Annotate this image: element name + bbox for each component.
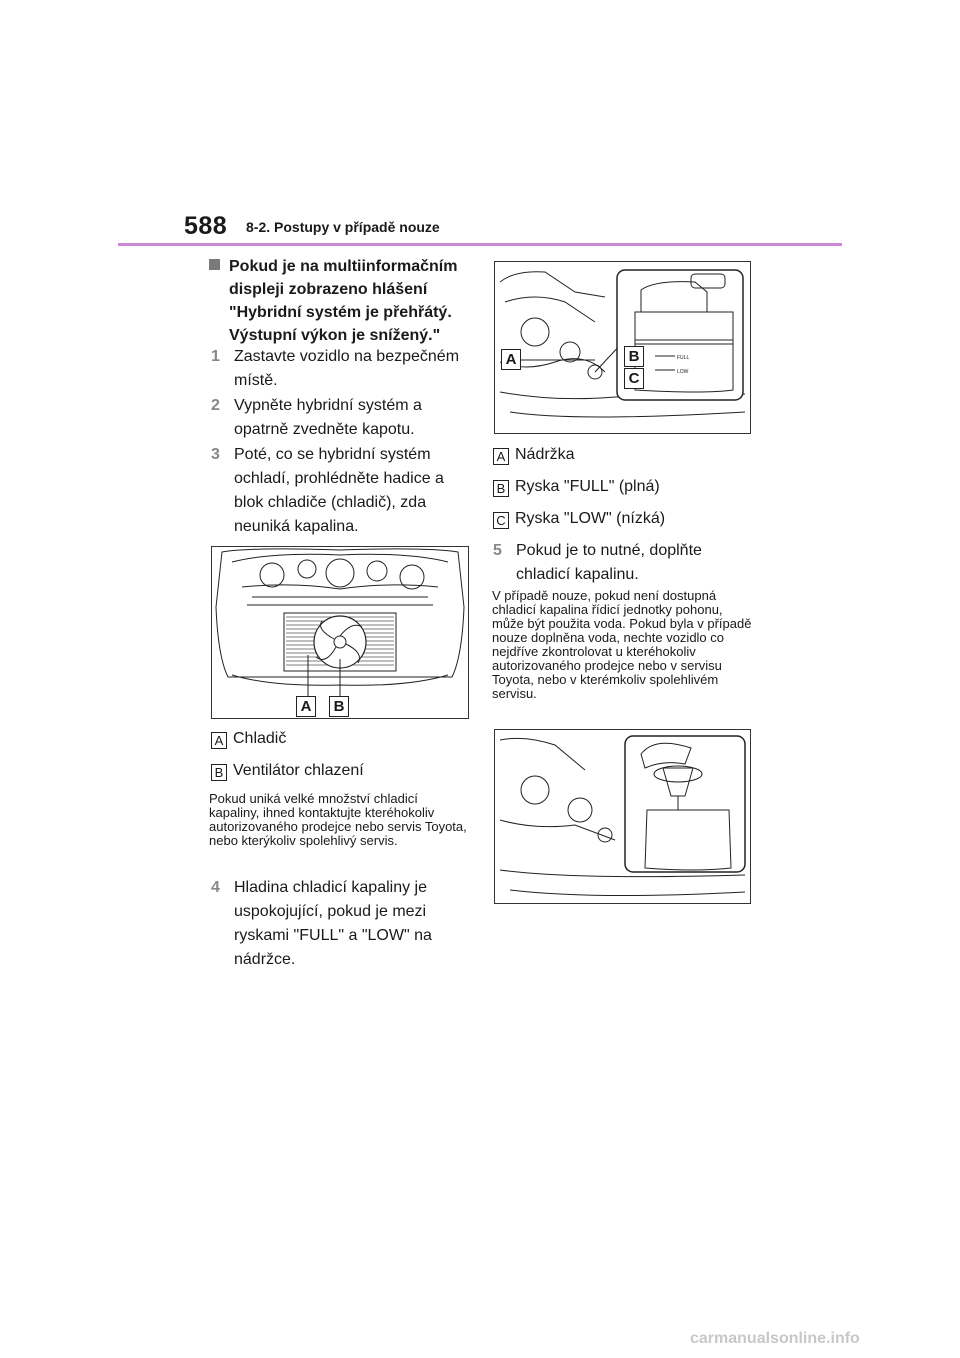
step-text: Pokud je to nutné, doplňte chladicí kapalinu.: [516, 542, 702, 583]
step-number: 2: [211, 397, 220, 414]
callout-a: A: [296, 696, 316, 717]
full-mark: FULL: [677, 355, 690, 361]
section-title: 8-2. Postupy v případě nouze: [246, 219, 440, 235]
step-number: 4: [211, 879, 220, 896]
water-note: V případě nouze, pokud není dostupná chladicí kapalina řídicí jednotky pohonu, může být použita voda. Pokud byla v případě nouze doplněna voda, nechte vozidlo co nejdříve zkontrolovat u kteréhokoliv autorizovaného prodejce nebo v servisu Toyota, nebo v kterémkoliv spolehlivém servisu.: [492, 588, 752, 701]
legend-text: Ryska "FULL" (plná): [515, 478, 660, 495]
reservoir-illustration: [494, 261, 751, 434]
legend-item-b: [211, 760, 364, 782]
legend-text: Ventilátor chlazení: [233, 762, 364, 779]
legend-key: C: [493, 512, 509, 529]
legend-key: A: [211, 732, 227, 749]
step-number: 1: [211, 348, 220, 365]
callout-b: B: [624, 346, 644, 367]
radiator-illustration: [211, 546, 469, 719]
section-heading: [209, 255, 479, 347]
watermark: carmanualsonline.info: [690, 1330, 860, 1347]
legend-item-a: [493, 444, 575, 466]
legend-text: Ryska "LOW" (nízká): [515, 510, 666, 527]
step-text: Zastavte vozidlo na bezpečném místě.: [234, 348, 460, 389]
coolant-reservoir-icon: [495, 262, 750, 433]
coolant-refill-icon: [495, 730, 750, 903]
step-5: [493, 539, 755, 587]
step-3: [211, 443, 471, 539]
step-text: Vypněte hybridní systém a opatrně zvedněte kapotu.: [234, 397, 422, 438]
refill-illustration: [494, 729, 751, 904]
heading-text: Pokud je na multiinformačním displeji zobrazeno hlášení "Hybridní systém je přehřátý. Výstupní výkon je snížený.": [229, 258, 458, 344]
step-1: [211, 345, 471, 393]
leak-note: Pokud uniká velké množství chladicí kapaliny, ihned kontaktujte kteréhokoliv autorizovaného prodejce nebo servis Toyota, nebo kterýkoliv spolehlivý servis.: [209, 791, 467, 848]
engine-bay-radiator-icon: [212, 547, 468, 718]
low-mark: LOW: [677, 369, 689, 375]
square-bullet-icon: [209, 259, 220, 270]
step-text: Poté, co se hybridní systém ochladí, prohlédněte hadice a blok chladiče (chladič), zda neuniká kapalina.: [234, 446, 444, 535]
legend-text: Nádržka: [515, 446, 575, 463]
step-number: 3: [211, 446, 220, 463]
header-rule: [118, 243, 842, 246]
step-number: 5: [493, 542, 502, 559]
legend-item-b: [493, 476, 660, 498]
callout-b: B: [329, 696, 349, 717]
step-2: [211, 394, 471, 442]
legend-key: B: [211, 764, 227, 781]
step-text: Hladina chladicí kapaliny je uspokojující, pokud je mezi ryskami "FULL" a "LOW" na nádržce.: [234, 879, 432, 968]
step-4: [211, 876, 471, 972]
callout-c: C: [624, 368, 644, 389]
legend-key: A: [493, 448, 509, 465]
legend-key: B: [493, 480, 509, 497]
legend-item-c: [493, 508, 665, 530]
page-number: 588: [184, 212, 228, 240]
legend-text: Chladič: [233, 730, 287, 747]
callout-a: A: [501, 349, 521, 370]
legend-item-a: [211, 728, 286, 750]
